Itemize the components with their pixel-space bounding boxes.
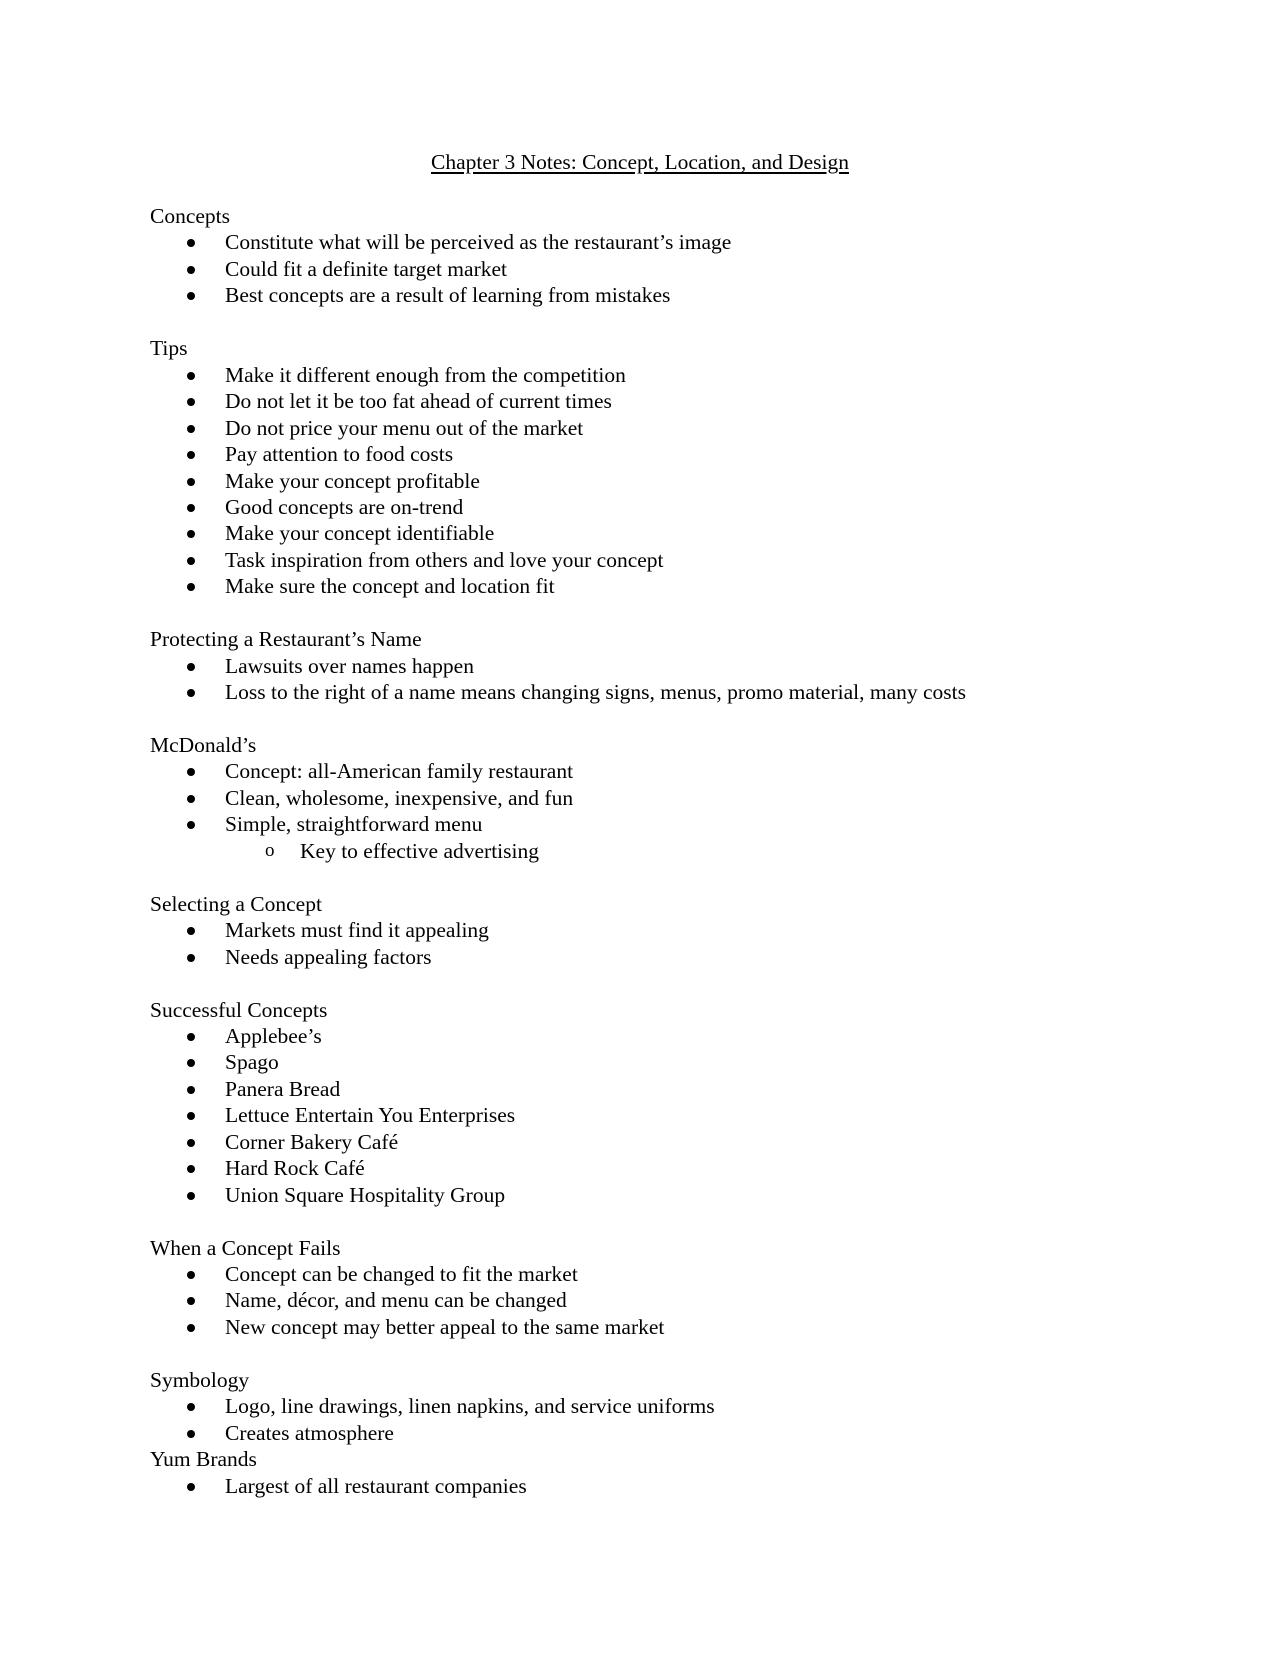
list-item-text: Lettuce Entertain You Enterprises xyxy=(225,1103,516,1128)
section xyxy=(150,1235,1230,1341)
sub-list-item xyxy=(150,838,1230,864)
bullet-list xyxy=(150,1393,1230,1446)
bullet-icon xyxy=(187,927,195,935)
list-item xyxy=(150,758,1230,784)
list-item xyxy=(150,573,1230,599)
section xyxy=(150,891,1230,970)
bullet-icon xyxy=(187,1059,195,1067)
section xyxy=(150,203,1230,309)
list-item xyxy=(150,1076,1230,1102)
bullet-list xyxy=(150,1023,1230,1208)
bullet-icon xyxy=(187,689,195,697)
bullet-icon xyxy=(187,954,195,962)
bullet-list xyxy=(150,917,1230,970)
bullet-icon xyxy=(187,663,195,671)
bullet-icon xyxy=(187,1139,195,1147)
bullet-icon xyxy=(187,451,195,459)
list-item-text: Best concepts are a result of learning from mistakes xyxy=(225,283,671,308)
bullet-icon xyxy=(187,266,195,274)
list-item xyxy=(150,1102,1230,1128)
list-item-text: Make it different enough from the competition xyxy=(225,362,626,387)
section-heading: Symbology xyxy=(150,1367,250,1392)
bullet-icon xyxy=(187,557,195,565)
bullet-icon xyxy=(187,821,195,829)
section xyxy=(150,732,1230,864)
bullet-icon xyxy=(187,1086,195,1094)
list-item-text: Concept: all-American family restaurant xyxy=(225,759,574,784)
bullet-icon xyxy=(187,504,195,512)
list-item-text: Creates atmosphere xyxy=(225,1420,394,1445)
sub-list-item-text: Key to effective advertising xyxy=(300,838,539,863)
list-item-text: Constitute what will be perceived as the restaurant’s image xyxy=(225,230,732,255)
list-item-text: Markets must find it appealing xyxy=(225,918,489,943)
list-item xyxy=(150,1287,1230,1313)
section-heading: McDonald’s xyxy=(150,733,257,758)
section xyxy=(150,997,1230,1209)
list-item xyxy=(150,256,1230,282)
list-item-text: Clean, wholesome, inexpensive, and fun xyxy=(225,785,574,810)
section-heading: Yum Brands xyxy=(150,1447,257,1472)
list-item xyxy=(150,415,1230,441)
bullet-icon xyxy=(187,1403,195,1411)
bullet-icon xyxy=(187,1165,195,1173)
bullet-list xyxy=(150,758,1230,864)
document-body xyxy=(150,203,1230,1526)
list-item-text: Make your concept identifiable xyxy=(225,521,495,546)
list-item-text: Concept can be changed to fit the market xyxy=(225,1262,578,1287)
list-item xyxy=(150,1049,1230,1075)
bullet-icon xyxy=(187,1483,195,1491)
bullet-icon xyxy=(187,478,195,486)
circle-bullet-icon: o xyxy=(265,839,275,861)
section-heading: Concepts xyxy=(150,204,231,228)
section xyxy=(150,1446,1230,1499)
bullet-icon xyxy=(187,1430,195,1438)
list-item xyxy=(150,785,1230,811)
list-item-text: Spago xyxy=(225,1050,279,1075)
bullet-icon xyxy=(187,1033,195,1041)
list-item-text: Good concepts are on-trend xyxy=(225,494,464,519)
list-item xyxy=(150,653,1230,679)
list-item xyxy=(150,468,1230,494)
list-item xyxy=(150,547,1230,573)
list-item xyxy=(150,1393,1230,1419)
section xyxy=(150,1367,1230,1446)
document-title: Chapter 3 Notes: Concept, Location, and Design xyxy=(431,150,849,174)
bullet-icon xyxy=(187,1324,195,1332)
list-item xyxy=(150,282,1230,308)
list-item-text: Logo, line drawings, linen napkins, and service uniforms xyxy=(225,1394,715,1419)
list-item xyxy=(150,388,1230,414)
section-heading: Tips xyxy=(150,336,188,361)
section-heading: Protecting a Restaurant’s Name xyxy=(150,627,422,652)
bullet-icon xyxy=(187,1192,195,1200)
bullet-icon xyxy=(187,768,195,776)
bullet-list xyxy=(150,1261,1230,1340)
bullet-icon xyxy=(187,372,195,380)
list-item-text: Applebee’s xyxy=(225,1023,322,1048)
list-item-text: Panera Bread xyxy=(225,1076,341,1101)
section-heading: When a Concept Fails xyxy=(150,1235,341,1260)
list-item xyxy=(150,1155,1230,1181)
list-item xyxy=(150,679,1230,705)
section xyxy=(150,626,1230,705)
bullet-icon xyxy=(187,1271,195,1279)
list-item xyxy=(150,811,1230,837)
bullet-icon xyxy=(187,795,195,803)
bullet-list xyxy=(150,229,1230,308)
list-item xyxy=(150,1182,1230,1208)
list-item xyxy=(150,441,1230,467)
bullet-icon xyxy=(187,292,195,300)
list-item-text: Make sure the concept and location fit xyxy=(225,574,555,599)
bullet-list xyxy=(150,1473,1230,1499)
list-item-text: Union Square Hospitality Group xyxy=(225,1182,506,1207)
list-item-text: Lawsuits over names happen xyxy=(225,653,474,678)
list-item-text: Task inspiration from others and love your concept xyxy=(225,547,664,572)
bullet-list xyxy=(150,653,1230,706)
section-heading: Successful Concepts xyxy=(150,997,328,1022)
list-item xyxy=(150,362,1230,388)
list-item-text: Name, décor, and menu can be changed xyxy=(225,1288,567,1313)
bullet-list xyxy=(150,362,1230,600)
bullet-icon xyxy=(187,425,195,433)
list-item-text: Pay attention to food costs xyxy=(225,442,454,467)
list-item xyxy=(150,494,1230,520)
bullet-icon xyxy=(187,239,195,247)
list-item-text: Loss to the right of a name means changing signs, menus, promo material, many costs xyxy=(225,680,967,705)
bullet-icon xyxy=(187,1112,195,1120)
list-item-text: Could fit a definite target market xyxy=(225,256,507,281)
section-heading: Selecting a Concept xyxy=(150,891,322,916)
list-item-text: Do not let it be too fat ahead of current times xyxy=(225,389,612,414)
sub-list xyxy=(150,838,1230,864)
list-item-text: Corner Bakery Café xyxy=(225,1129,399,1154)
list-item-text: New concept may better appeal to the same market xyxy=(225,1314,665,1339)
list-item xyxy=(150,944,1230,970)
bullet-icon xyxy=(187,583,195,591)
list-item xyxy=(150,1420,1230,1446)
list-item-text: Hard Rock Café xyxy=(225,1156,365,1181)
list-item xyxy=(150,917,1230,943)
list-item xyxy=(150,229,1230,255)
bullet-icon xyxy=(187,398,195,406)
list-item xyxy=(150,1473,1230,1499)
list-item xyxy=(150,520,1230,546)
section xyxy=(150,335,1230,600)
list-item-text: Needs appealing factors xyxy=(225,944,432,969)
list-item-text: Make your concept profitable xyxy=(225,468,480,493)
bullet-icon xyxy=(187,530,195,538)
list-item xyxy=(150,1314,1230,1340)
list-item-text: Do not price your menu out of the market xyxy=(225,415,584,440)
list-item-text: Largest of all restaurant companies xyxy=(225,1473,527,1498)
list-item-text: Simple, straightforward menu xyxy=(225,812,483,837)
bullet-icon xyxy=(187,1297,195,1305)
list-item xyxy=(150,1129,1230,1155)
list-item xyxy=(150,1023,1230,1049)
list-item xyxy=(150,1261,1230,1287)
